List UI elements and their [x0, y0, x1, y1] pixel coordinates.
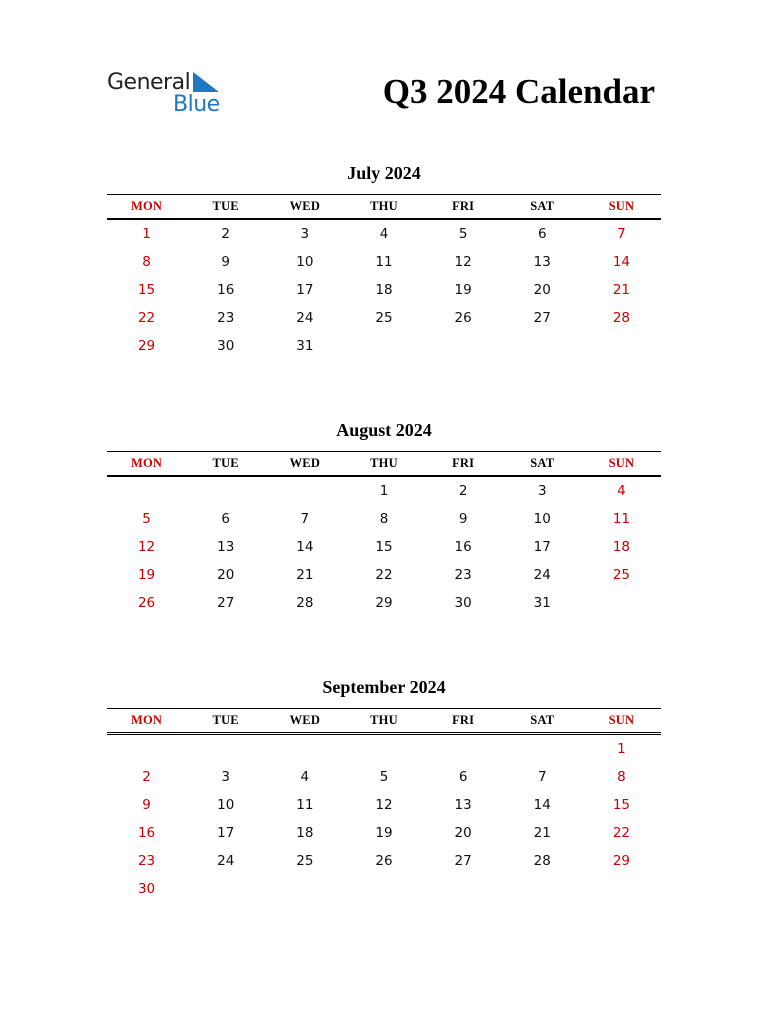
weekday-header	[107, 451, 661, 477]
week-row	[107, 791, 661, 819]
day-cell: 24	[296, 310, 314, 326]
weekday-wed: WED	[289, 713, 321, 727]
day-cell: 6	[458, 769, 468, 785]
day-cell: 23	[137, 853, 156, 869]
day-grid	[107, 220, 661, 360]
weekday-sun: SUN	[608, 456, 635, 470]
weekday-thu: THU	[370, 199, 398, 213]
day-cell: 4	[300, 769, 310, 785]
day-cell: 29	[612, 853, 630, 869]
day-cell: 30	[137, 881, 156, 897]
day-cell: 13	[454, 797, 472, 813]
weekday-mon: MON	[130, 199, 163, 213]
day-cell: 23	[454, 567, 472, 583]
day-cell: 9	[142, 797, 151, 813]
weekday-tue: TUE	[212, 199, 239, 213]
day-grid	[107, 735, 661, 903]
day-cell: 27	[454, 853, 472, 869]
day-cell: 30	[454, 595, 472, 611]
weekday-sat: SAT	[530, 199, 555, 213]
day-cell: 29	[137, 338, 156, 354]
day-cell: 8	[379, 511, 389, 527]
day-cell: 16	[454, 539, 472, 555]
weekday-tue: TUE	[212, 456, 239, 470]
day-cell: 12	[137, 539, 156, 555]
day-cell: 1	[142, 226, 151, 242]
day-cell: 5	[379, 769, 389, 785]
day-cell: 12	[454, 254, 472, 270]
day-cell: 12	[375, 797, 393, 813]
day-cell: 15	[375, 539, 393, 555]
day-cell: 29	[375, 595, 393, 611]
day-cell: 23	[217, 310, 235, 326]
logo-word-general: General	[107, 70, 191, 95]
day-cell: 21	[612, 282, 630, 298]
day-cell: 14	[533, 797, 551, 813]
day-cell: 31	[533, 595, 551, 611]
day-cell: 3	[537, 483, 547, 499]
day-cell: 21	[533, 825, 551, 841]
weekday-thu: THU	[370, 713, 398, 727]
day-cell: 2	[221, 226, 230, 242]
day-cell: 16	[137, 825, 156, 841]
day-cell: 21	[296, 567, 314, 583]
weekday-fri: FRI	[452, 456, 475, 470]
day-cell: 24	[217, 853, 235, 869]
day-cell: 1	[617, 741, 626, 757]
month-august	[107, 419, 661, 617]
weekday-wed: WED	[289, 456, 321, 470]
week-row	[107, 735, 661, 763]
day-cell: 3	[300, 226, 310, 242]
weekday-thu: THU	[370, 456, 398, 470]
day-cell: 15	[612, 797, 630, 813]
day-grid	[107, 477, 661, 617]
weekday-sun: SUN	[608, 199, 635, 213]
day-cell: 17	[296, 282, 314, 298]
weekday-tue: TUE	[212, 713, 239, 727]
day-cell: 16	[217, 282, 235, 298]
weekday-header	[107, 708, 661, 735]
day-cell: 20	[533, 282, 551, 298]
day-cell: 18	[612, 539, 630, 555]
day-cell: 18	[296, 825, 314, 841]
day-cell: 11	[375, 254, 393, 270]
day-cell: 31	[296, 338, 314, 354]
weekday-mon: MON	[130, 713, 163, 727]
logo-triangle-icon	[193, 72, 221, 94]
day-cell: 30	[217, 338, 235, 354]
week-row	[107, 763, 661, 791]
week-row	[107, 276, 661, 304]
day-cell: 19	[454, 282, 472, 298]
week-row	[107, 477, 661, 505]
week-row	[107, 589, 661, 617]
weekday-mon: MON	[130, 456, 163, 470]
week-row	[107, 332, 661, 360]
day-cell: 8	[617, 769, 626, 785]
day-cell: 9	[221, 254, 230, 270]
week-row	[107, 220, 661, 248]
weekday-sun: SUN	[608, 713, 635, 727]
month-july	[107, 162, 661, 360]
day-cell: 25	[612, 567, 630, 583]
day-cell: 15	[137, 282, 156, 298]
week-row	[107, 248, 661, 276]
weekday-sat: SAT	[530, 456, 555, 470]
day-cell: 11	[296, 797, 314, 813]
month-title: July 2024	[347, 163, 421, 183]
day-cell: 17	[533, 539, 551, 555]
day-cell: 26	[375, 853, 393, 869]
logo-word-blue: Blue	[173, 92, 220, 117]
day-cell: 13	[217, 539, 235, 555]
day-cell: 5	[458, 226, 468, 242]
weekday-wed: WED	[289, 199, 321, 213]
day-cell: 4	[379, 226, 389, 242]
day-cell: 2	[142, 769, 151, 785]
day-cell: 17	[217, 825, 235, 841]
week-row	[107, 875, 661, 903]
day-cell: 25	[296, 853, 314, 869]
weekday-fri: FRI	[452, 713, 475, 727]
weekday-sat: SAT	[530, 713, 555, 727]
day-cell: 25	[375, 310, 393, 326]
day-cell: 2	[458, 483, 468, 499]
weekday-header	[107, 194, 661, 220]
day-cell: 19	[375, 825, 393, 841]
day-cell: 22	[375, 567, 393, 583]
day-cell: 26	[137, 595, 156, 611]
day-cell: 7	[300, 511, 310, 527]
month-september	[107, 676, 661, 903]
day-cell: 11	[612, 511, 630, 527]
week-row	[107, 533, 661, 561]
day-cell: 10	[533, 511, 551, 527]
week-row	[107, 847, 661, 875]
day-cell: 6	[221, 511, 230, 527]
day-cell: 3	[221, 769, 230, 785]
day-cell: 14	[612, 254, 630, 270]
day-cell: 10	[296, 254, 314, 270]
week-row	[107, 561, 661, 589]
day-cell: 28	[612, 310, 630, 326]
day-cell: 19	[137, 567, 156, 583]
month-title: September 2024	[322, 677, 446, 697]
day-cell: 20	[217, 567, 235, 583]
day-cell: 28	[533, 853, 551, 869]
generalblue-logo	[107, 70, 237, 120]
day-cell: 6	[537, 226, 547, 242]
day-cell: 26	[454, 310, 472, 326]
week-row	[107, 304, 661, 332]
day-cell: 18	[375, 282, 393, 298]
week-row	[107, 819, 661, 847]
day-cell: 8	[142, 254, 151, 270]
day-cell: 1	[379, 483, 389, 499]
day-cell: 7	[617, 226, 626, 242]
weekday-fri: FRI	[452, 199, 475, 213]
day-cell: 13	[533, 254, 551, 270]
day-cell: 10	[217, 797, 235, 813]
day-cell: 14	[296, 539, 314, 555]
page-title: Q3 2024 Calendar	[382, 72, 655, 111]
day-cell: 28	[296, 595, 314, 611]
day-cell: 7	[537, 769, 547, 785]
day-cell: 20	[454, 825, 472, 841]
week-row	[107, 505, 661, 533]
day-cell: 27	[217, 595, 235, 611]
day-cell: 22	[137, 310, 156, 326]
day-cell: 4	[617, 483, 626, 499]
day-cell: 9	[458, 511, 468, 527]
day-cell: 27	[533, 310, 551, 326]
day-cell: 24	[533, 567, 551, 583]
month-title: August 2024	[336, 420, 432, 440]
day-cell: 22	[612, 825, 630, 841]
day-cell: 5	[142, 511, 151, 527]
